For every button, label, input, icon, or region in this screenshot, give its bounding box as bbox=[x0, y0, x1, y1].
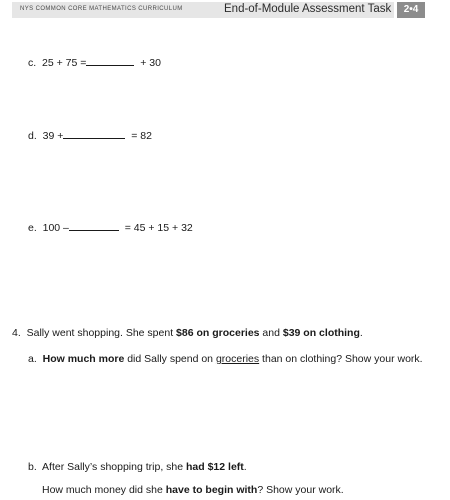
question-4a-label: a. bbox=[28, 353, 37, 365]
problem-c-left: 25 + 75 = bbox=[42, 57, 87, 69]
problem-c-label: c. bbox=[28, 57, 37, 69]
question-4-number: 4. bbox=[12, 327, 21, 339]
problem-d-blank[interactable] bbox=[63, 128, 125, 139]
question-4-intro-1: Sally went shopping. She spent bbox=[26, 327, 177, 339]
question-4a-text-2: than on clothing? Show your work. bbox=[259, 353, 423, 365]
problem-e-label: e. bbox=[28, 222, 37, 234]
question-4-groceries: $86 on groceries bbox=[176, 327, 260, 339]
problem-d bbox=[28, 128, 152, 143]
question-4 bbox=[12, 326, 363, 340]
task-title: End-of-Module Assessment Task bbox=[224, 3, 392, 15]
question-4-end: . bbox=[359, 327, 363, 339]
question-4b-text-2: . bbox=[243, 461, 247, 473]
module-badge: 2•4 bbox=[397, 2, 425, 18]
question-4a-text-1: did Sally spend on bbox=[124, 353, 216, 365]
problem-e-right: = 45 + 15 + 32 bbox=[124, 222, 193, 234]
question-4-and: and bbox=[259, 327, 283, 339]
problem-c-blank[interactable] bbox=[86, 55, 134, 66]
question-4b-text-1: After Sally’s shopping trip, she bbox=[42, 461, 186, 473]
question-4b bbox=[28, 460, 247, 474]
curriculum-label: NYS COMMON CORE MATHEMATICS CURRICULUM bbox=[20, 6, 183, 12]
question-4a-bold: How much more bbox=[42, 353, 125, 365]
problem-d-left: 39 + bbox=[42, 130, 64, 142]
question-4a bbox=[28, 352, 423, 366]
question-4b-line-2 bbox=[42, 483, 344, 497]
problem-d-right: = 82 bbox=[131, 130, 152, 142]
question-4b-line2-bold: have to begin with bbox=[165, 484, 258, 496]
problem-c bbox=[28, 55, 161, 70]
problem-d-label: d. bbox=[28, 130, 37, 142]
question-4b-bold: had $12 left bbox=[186, 461, 244, 473]
question-4b-label: b. bbox=[28, 461, 37, 473]
question-4a-underlined: groceries bbox=[215, 353, 260, 365]
problem-e-left: 100 – bbox=[42, 222, 69, 234]
problem-c-right: + 30 bbox=[140, 57, 161, 69]
question-4-clothing: $39 on clothing bbox=[282, 327, 360, 339]
page-header bbox=[0, 0, 450, 20]
problem-e bbox=[28, 220, 193, 235]
question-4b-line2-text-1: How much money did she bbox=[42, 484, 166, 496]
question-4b-line2-text-2: ? Show your work. bbox=[257, 484, 344, 496]
problem-e-blank[interactable] bbox=[69, 220, 119, 231]
